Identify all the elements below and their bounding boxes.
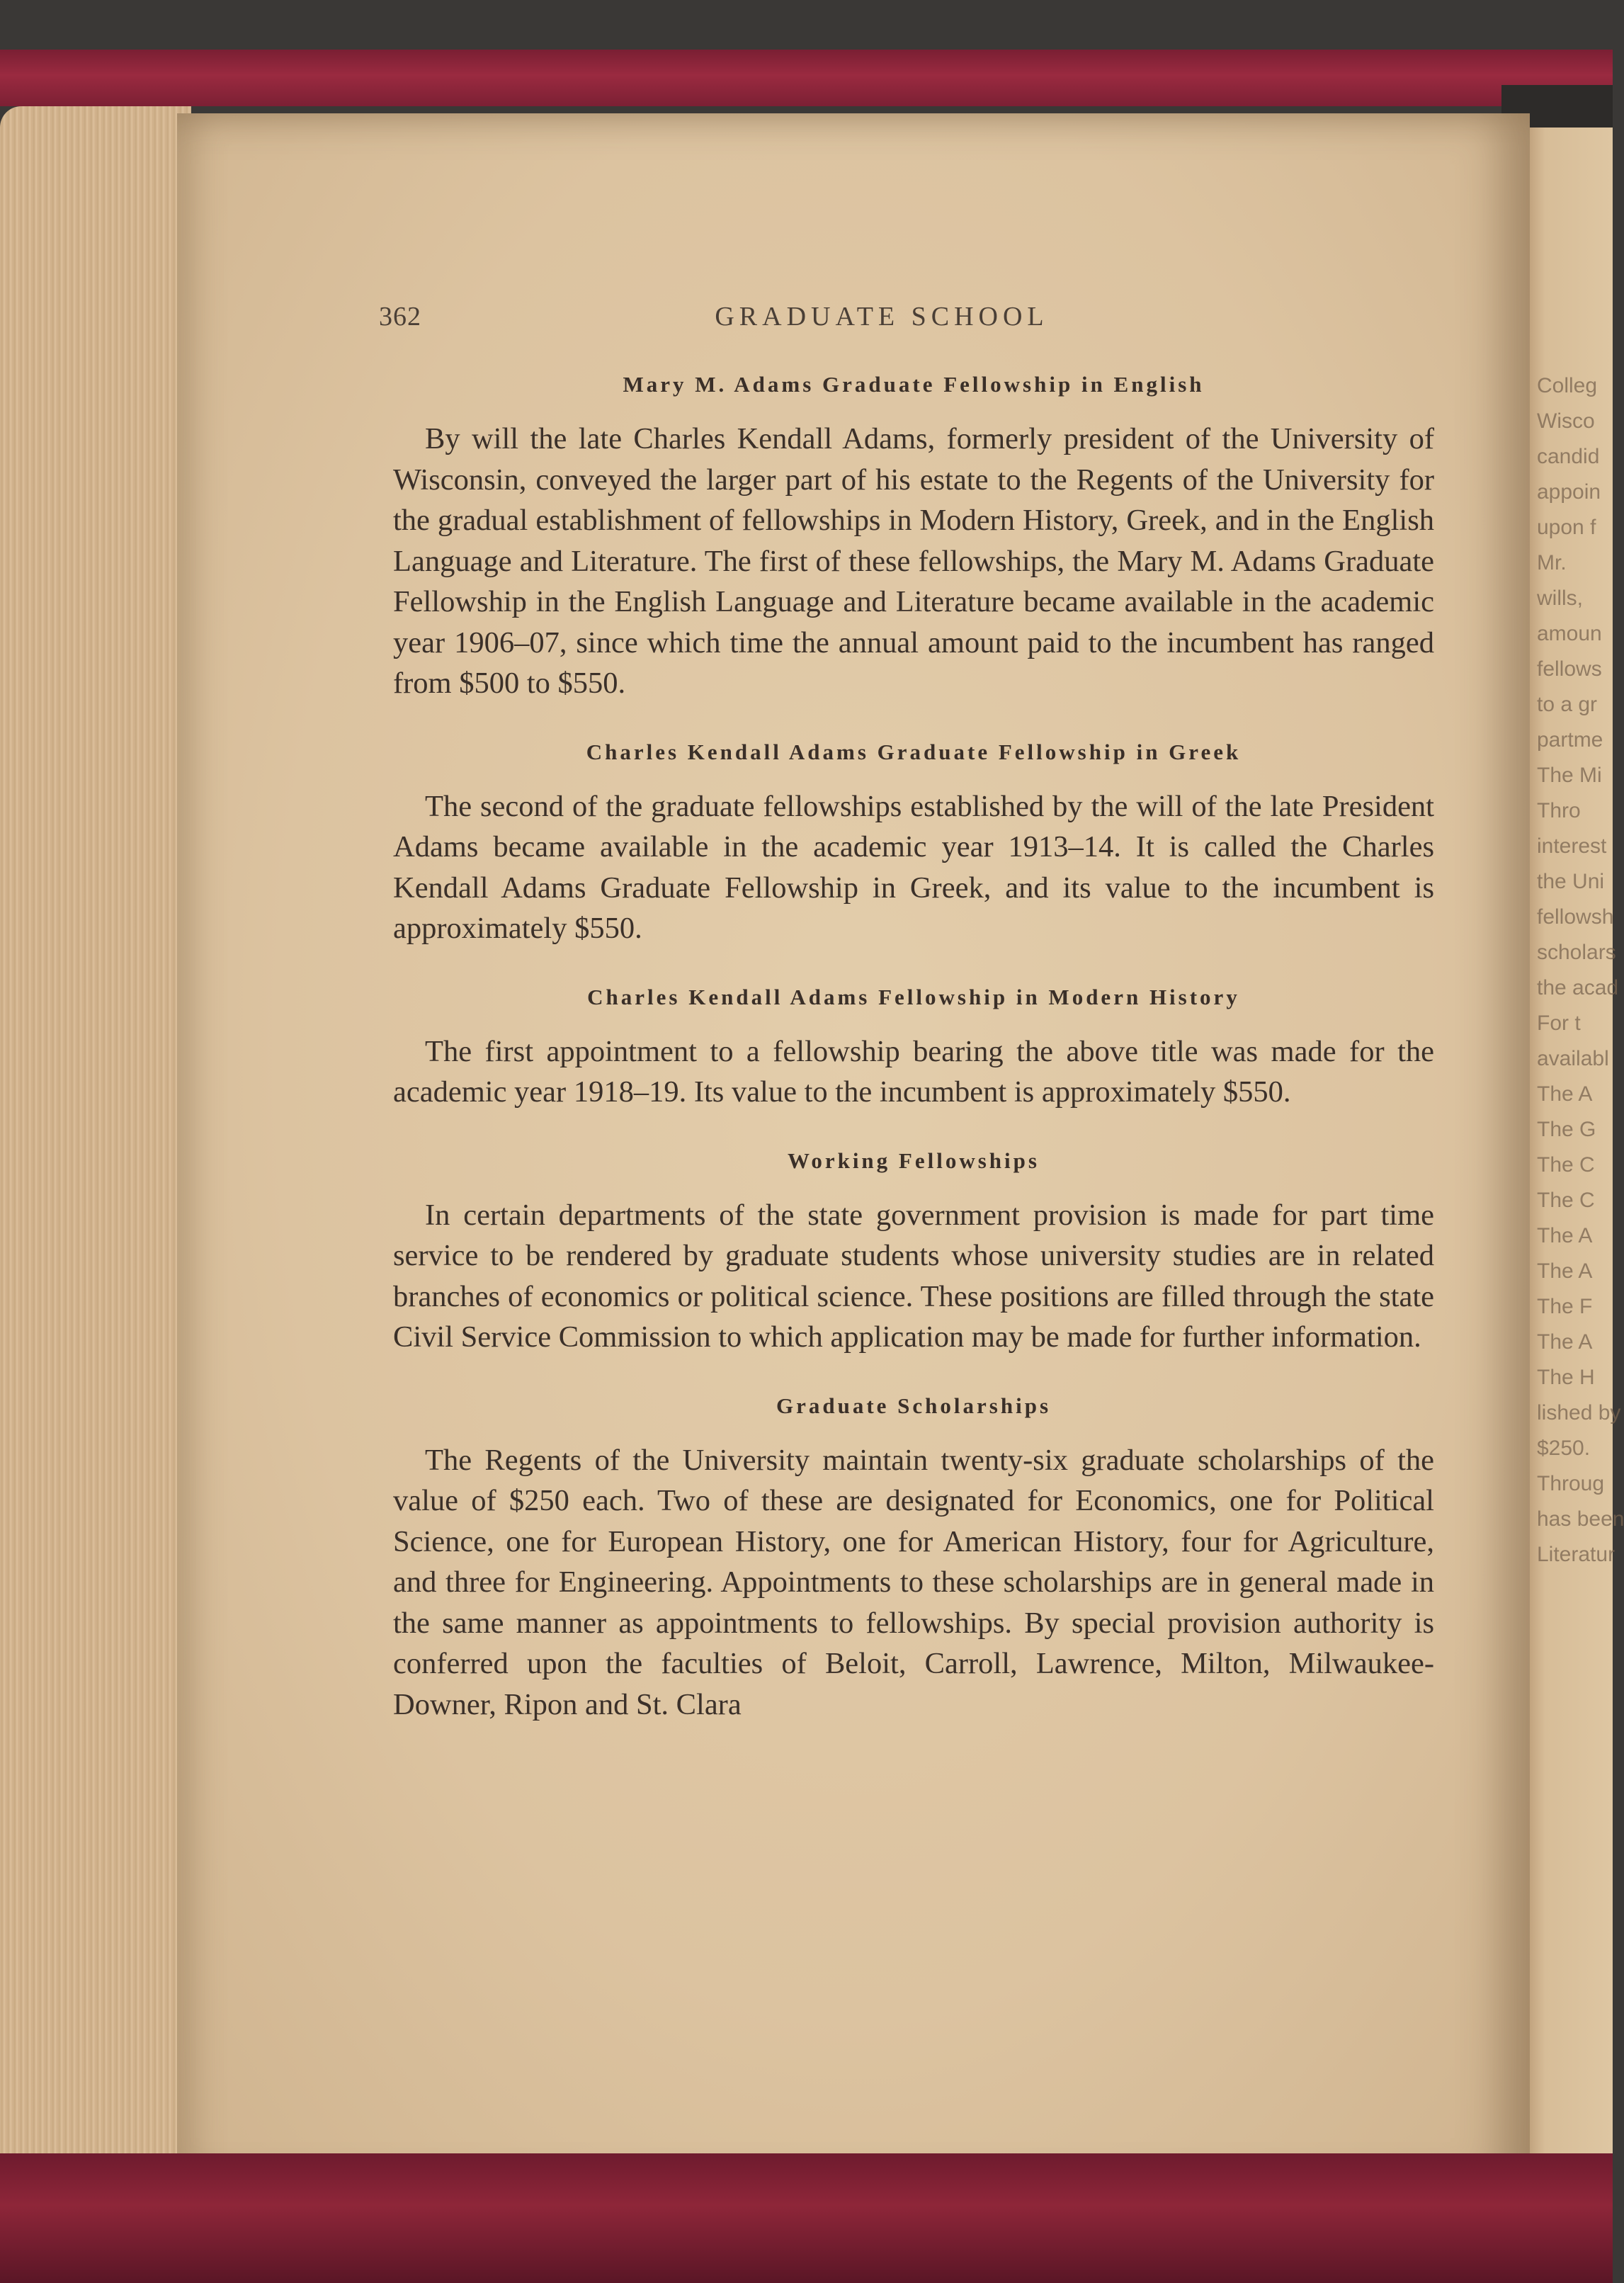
adjacent-page-fragment: The H bbox=[1537, 1366, 1595, 1389]
adjacent-page-fragment: The A bbox=[1537, 1259, 1593, 1283]
adjacent-page-fragment: $250. bbox=[1537, 1437, 1591, 1460]
section-text-greek: The second of the graduate fellowships established by the will of the late President Adams became available in the academic year 1913–14. It is called the Charles Kendall Adams Graduate Fellowship in Greek, and its value to the incumbent is approximately $550. bbox=[393, 789, 1434, 945]
adjacent-page-text bbox=[1537, 368, 1624, 1573]
adjacent-page-fragment: fellowsh bbox=[1537, 905, 1614, 929]
adjacent-page-fragment: The C bbox=[1537, 1189, 1595, 1212]
adjacent-page-fragment: For t bbox=[1537, 1012, 1581, 1035]
adjacent-page-fragment: The A bbox=[1537, 1224, 1593, 1247]
adjacent-page-fragment: The C bbox=[1537, 1153, 1595, 1177]
page-body bbox=[393, 372, 1434, 1760]
section-heading-modern-history: Charles Kendall Adams Fellowship in Modern History bbox=[587, 984, 1240, 1009]
adjacent-page-fragment: The A bbox=[1537, 1330, 1593, 1354]
adjacent-page-fragment: the Uni bbox=[1537, 870, 1605, 893]
adjacent-page-fragment: lished by bbox=[1537, 1401, 1621, 1424]
adjacent-page-fragment: partme bbox=[1537, 728, 1603, 752]
adjacent-page-fragment: The A bbox=[1537, 1082, 1593, 1106]
binding-cloth-bottom bbox=[0, 2153, 1613, 2283]
adjacent-page-fragment: wills, bbox=[1537, 587, 1583, 610]
binding-cloth-top bbox=[0, 50, 1613, 106]
adjacent-page-fragment: fellows bbox=[1537, 657, 1602, 681]
adjacent-page-fragment: The F bbox=[1537, 1295, 1593, 1318]
adjacent-page-fragment: Throug bbox=[1537, 1472, 1605, 1495]
page-number: 362 bbox=[379, 302, 421, 332]
section-heading-working-fellowships: Working Fellowships bbox=[788, 1148, 1040, 1173]
adjacent-page-fragment: The Mi bbox=[1537, 764, 1602, 787]
section-heading-english: Mary M. Adams Graduate Fellowship in English bbox=[623, 372, 1205, 397]
adjacent-page-fragment: has been bbox=[1537, 1507, 1624, 1531]
adjacent-page-fragment: scholars bbox=[1537, 941, 1616, 964]
page-fore-edge bbox=[0, 106, 191, 2224]
section-text-graduate-scholarships: The Regents of the University maintain twenty-six graduate scholarships of the value of $250 each. Two of these are designated for Economics, one for Political Science, one for European History, one for American History, four for Agriculture, and three for Engineering. Appointments to these scholarships are in general made in the same manner as appointments to fellowships. By special provision authority is conferred upon the faculties of Beloit, Carroll, Lawrence, Milton, Milwaukee-Downer, Ripon and St. Clara bbox=[393, 1443, 1434, 1721]
section-text-working-fellowships: In certain departments of the state government provision is made for part time service to be rendered by graduate students whose university studies are in related branches of economics or political science. These positions are filled through the state Civil Service Commission to which application may be made for further information. bbox=[393, 1198, 1434, 1354]
adjacent-page-fragment: The G bbox=[1537, 1118, 1596, 1141]
adjacent-page-fragment: Wisco bbox=[1537, 409, 1595, 433]
adjacent-page-fragment: the acad bbox=[1537, 976, 1619, 999]
adjacent-page-fragment: Thro bbox=[1537, 799, 1581, 822]
running-head bbox=[177, 301, 1530, 344]
adjacent-page-fragment: interest bbox=[1537, 834, 1607, 858]
adjacent-page-fragment: Colleg bbox=[1537, 374, 1598, 397]
adjacent-page-fragment: Mr. bbox=[1537, 551, 1567, 574]
adjacent-page-fragment: availabl bbox=[1537, 1047, 1609, 1070]
section-heading-graduate-scholarships: Graduate Scholarships bbox=[776, 1393, 1052, 1418]
book-page bbox=[177, 113, 1530, 2189]
adjacent-page-fragment: amoun bbox=[1537, 622, 1602, 645]
section-heading-greek: Charles Kendall Adams Graduate Fellowship in Greek bbox=[586, 739, 1242, 764]
section-text-english: By will the late Charles Kendall Adams, formerly president of the University of Wisconsin, conveyed the larger part of his estate to the Regents of the University for the gradual establishment of fellowships in Modern History, Greek, and in the English Language and Literature. The first of these fellowships, the Mary M. Adams Graduate Fellowship in the English Language and Literature became available in the academic year 1906–07, since which time the annual amount paid to the incumbent has ranged from $500 to $550. bbox=[393, 422, 1434, 700]
running-head-title: GRADUATE SCHOOL bbox=[715, 302, 1049, 332]
adjacent-page-fragment: appoin bbox=[1537, 480, 1601, 504]
adjacent-page-fragment: candid bbox=[1537, 445, 1600, 468]
section-text-modern-history: The first appointment to a fellowship bearing the above title was made for the academic year 1918–19. Its value to the incumbent is approximately $550. bbox=[393, 1034, 1434, 1109]
adjacent-page-fragment: to a gr bbox=[1537, 693, 1598, 716]
adjacent-page-fragment: upon f bbox=[1537, 516, 1596, 539]
adjacent-page-fragment: Literatur bbox=[1537, 1543, 1616, 1566]
